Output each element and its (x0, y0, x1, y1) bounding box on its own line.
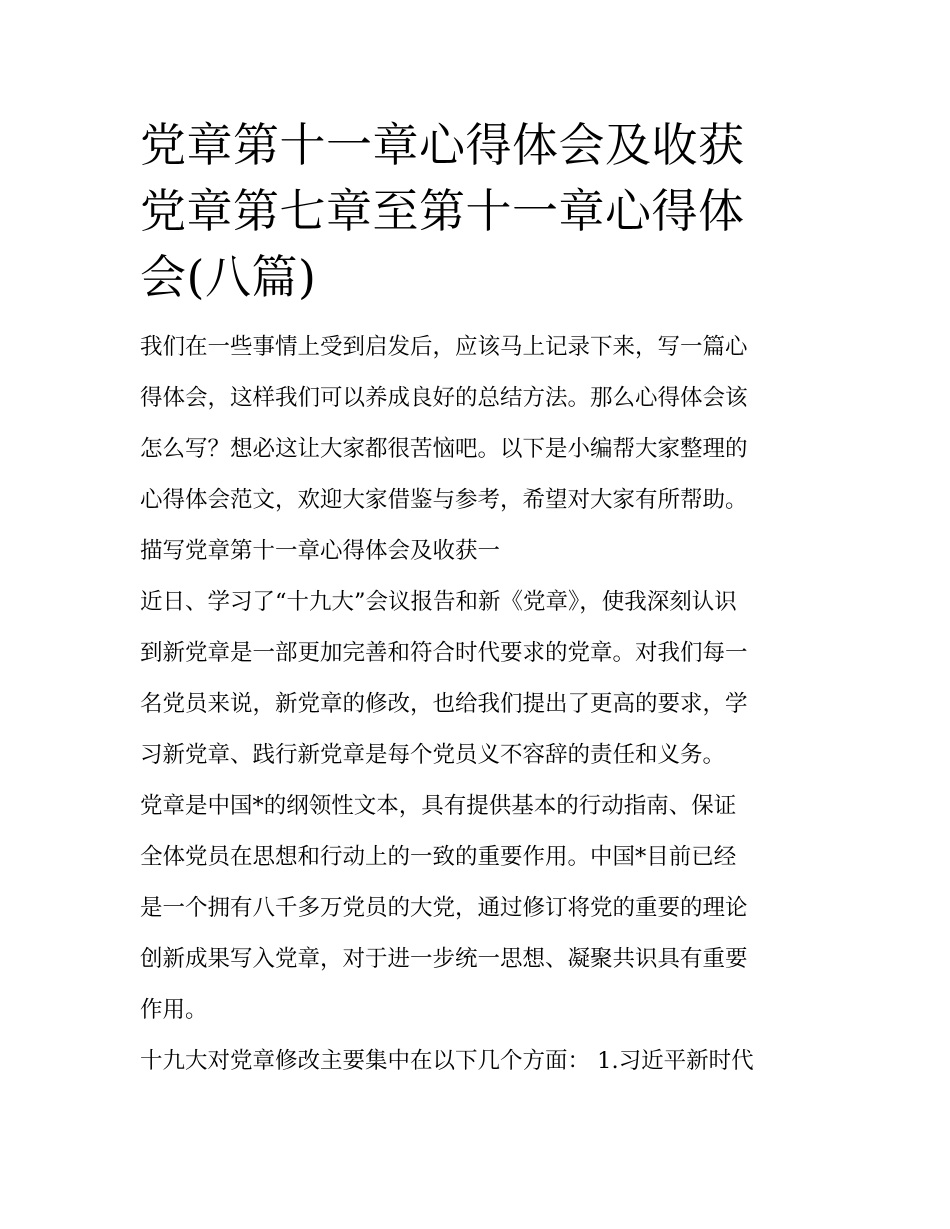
body-paragraph (140, 781, 812, 1036)
text-line: 近日、学习了“十九大”会议报告和新《党章》，使我深刻认识 (140, 589, 737, 615)
text-line: 怎么写？想必这让大家都很苦恼吧。以下是小编帮大家整理的 (140, 436, 748, 462)
text-line: 创新成果写入党章，对于进一步统一思想、凝聚共识具有重要 (140, 946, 748, 972)
text-line: 描写党章第十一章心得体会及收获一 (140, 538, 501, 564)
title-line: 会(八篇) (140, 250, 317, 304)
body-paragraph (140, 1036, 812, 1087)
text-line: 全体党员在思想和行动上的一致的重要作用。中国*目前已经 (140, 844, 737, 870)
title-line: 党章第十一章心得体会及收获 (140, 118, 745, 172)
text-line: 是一个拥有八千多万党员的大党，通过修订将党的重要的理论 (140, 895, 748, 921)
section-heading (140, 526, 812, 577)
intro-paragraph (140, 322, 812, 526)
text-line: 到新党章是一部更加完善和符合时代要求的党章。对我们每一 (140, 640, 748, 666)
document-content (140, 112, 812, 1087)
text-line: 党章是中国*的纲领性文本，具有提供基本的行动指南、保证 (140, 793, 737, 819)
document-title (140, 112, 812, 310)
title-line: 党章第七章至第十一章心得体 (140, 184, 745, 238)
text-line: 名党员来说，新党章的修改，也给我们提出了更高的要求，学 (140, 691, 748, 717)
body-paragraph (140, 577, 812, 781)
text-line: 十九大对党章修改主要集中在以下几个方面： 1.习近平新时代 (140, 1048, 754, 1074)
text-line: 心得体会范文，欢迎大家借鉴与参考，希望对大家有所帮助。 (140, 487, 748, 513)
text-line: 我们在一些事情上受到启发后，应该马上记录下来，写一篇心 (140, 334, 748, 360)
text-line: 得体会，这样我们可以养成良好的总结方法。那么心得体会该 (140, 385, 748, 411)
text-line: 习新党章、践行新党章是每个党员义不容辞的责任和义务。 (140, 742, 726, 768)
text-line: 作用。 (140, 997, 208, 1023)
